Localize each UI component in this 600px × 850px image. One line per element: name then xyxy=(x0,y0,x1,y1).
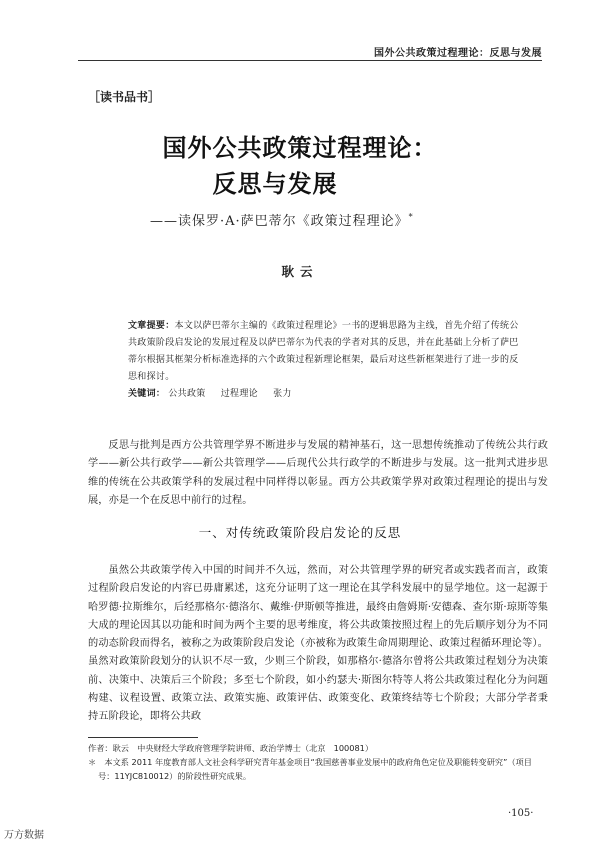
abstract-block xyxy=(128,318,522,403)
keyword: 过程理论 xyxy=(220,389,258,399)
article-subtitle xyxy=(150,210,414,229)
abstract-paragraph xyxy=(128,318,522,386)
keywords-line xyxy=(128,386,522,403)
footnote-fund: ＊ 本文系 2011 年度教育部人文社会科学研究青年基金项目“我国慈善事业发展中的政府角色定位及职能转变研究”（项目号：11YJC810012）的阶段性研究成果。 xyxy=(88,757,532,781)
article-title-line-1: 国外公共政策过程理论： xyxy=(162,134,438,162)
abstract-label: 文章提要： xyxy=(128,321,175,331)
body-paragraph-section-1: 虽然公共政策学传入中国的时间并不久远，然而，对公共管理学界的研究者或实践者而言，政策过程阶段启发论的内容已毋庸累述，这充分证明了这一理论在其学科发展中的显学地位。这一起源于哈罗德·拉斯维尔，后经那格尔·德洛尔、戴维·伊斯顿等推进，最终由詹姆斯·安德森、查尔斯·琼斯等集大成的理论因其以功能和时间为两个主要的思考维度，将公共政策按照过程上的先后顺序划分为不同的动态阶段而得名，被称之为政策阶段启发论（亦被称为政策生命周期理论、政策过程循环理论等）。虽然对政策阶段划分的认识不尽一致，少则三个阶段，如那格尔·德洛尔曾将公共政策过程划分为决策前、决策中、决策后三个阶段；多至七个阶段，如小约瑟夫·斯图尔特等人将公共政策过程化分为问题构建、议程设置、政策立法、政策实施、政策评估、政策变化、政策终结等七个阶段；大部分学者秉持五阶段论，即将公共政 xyxy=(88,565,548,723)
article-title-line-2: 反思与发展 xyxy=(212,170,338,198)
body-paragraph-intro: 反思与批判是西方公共管理学界不断进步与发展的精神基石，这一思想传统推动了传统公共行政学——新公共行政学——新公共管理学——后现代公共行政学的不断进步与发展。这一批判式进步思维的传统在公共政策学科的发展过程中同样得以彰显。西方公共政策学界对政策过程理论的提出与发展，亦是一个在反思中前行的过程。 xyxy=(88,440,548,506)
header-rule xyxy=(78,60,542,61)
section-heading: 一、对传统政策阶段启发论的反思 xyxy=(198,525,402,540)
footnote-rule xyxy=(88,737,198,738)
author-name: 耿云 xyxy=(281,264,319,279)
keyword: 公共政策 xyxy=(168,389,206,399)
keywords-label: 关键词： xyxy=(128,389,166,399)
subtitle-text: ——读保罗·A·萨巴蒂尔《政策过程理论》 xyxy=(150,214,409,229)
subtitle-footnote-mark: * xyxy=(408,212,414,222)
page-number: ·105· xyxy=(508,808,534,819)
footnotes xyxy=(88,741,548,783)
abstract-text: 本文以萨巴蒂尔主编的《政策过程理论》一书的逻辑思路为主线，首先介绍了传统公共政策阶段启发论的发展过程及以萨巴蒂尔为代表的学者对其的反思，并在此基础上分析了萨巴蒂尔根据其框架分析标准选择的六个政策过程新理论框架，最后对这些新框架进行了进一步的反思和探讨。 xyxy=(128,321,519,382)
footnote-author: 作者：耿云 中央财经大学政府管理学院讲师、政治学博士（北京 100081） xyxy=(88,743,374,753)
running-head: 国外公共政策过程理论：反思与发展 xyxy=(374,48,542,59)
source-watermark: 万方数据 xyxy=(4,830,44,841)
column-tag: ［读书品书］ xyxy=(88,90,161,104)
keyword: 张力 xyxy=(273,389,292,399)
